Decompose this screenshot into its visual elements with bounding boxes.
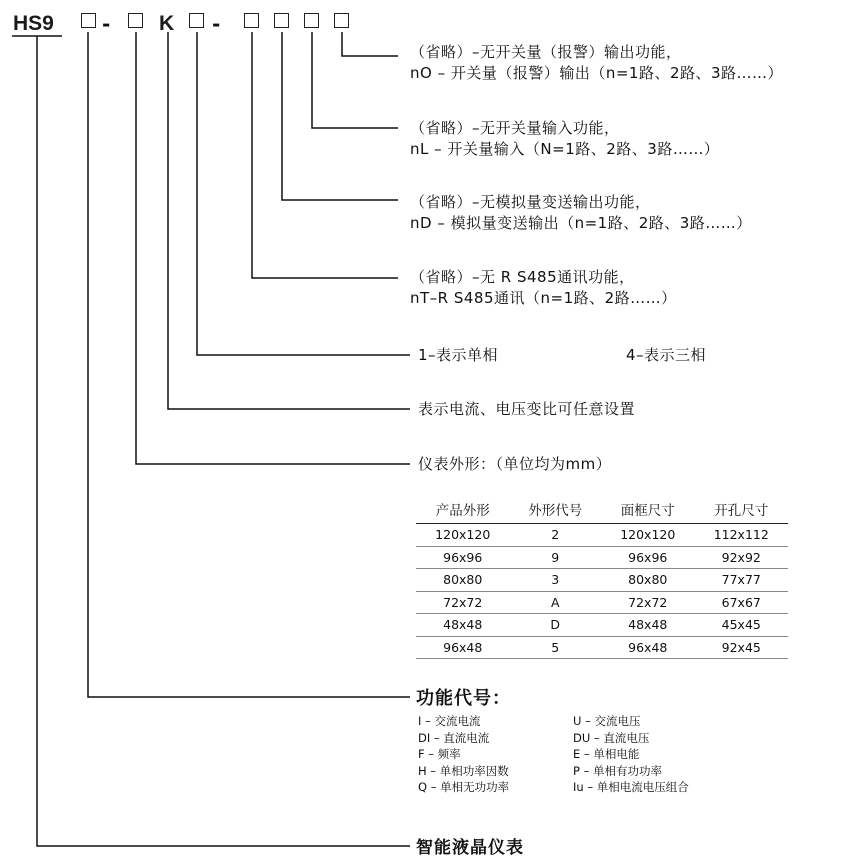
table-cell: 67x67 [695,591,789,614]
code-box-phase [189,13,204,28]
table-cell: 5 [509,636,601,659]
connector-analog [282,32,398,200]
table-row [416,636,788,659]
model-dash: - [212,12,221,36]
model-k: K [159,12,175,35]
connector-switch-input [312,32,398,128]
table-cell: 48x48 [601,614,694,637]
list-item: I – 交流电流 [418,714,481,728]
table-row [416,569,788,592]
option-line: nL – 开关量输入（N=1路、2路、3路……） [410,140,720,158]
table-header: 面框尺寸 [601,495,694,524]
table-cell: 96x96 [416,546,509,569]
code-box-switch-output [334,13,349,28]
model-dash: - [102,12,111,36]
table-cell: 120x120 [601,524,694,547]
list-item: DU – 直流电压 [573,730,650,745]
option-line: （省略）–无开关量（报警）输出功能， [410,43,682,61]
ratio-note: 表示电流、电压变比可任意设置 [418,400,636,418]
connector-shape [136,32,410,464]
function-list-left [418,713,509,796]
table-cell: 2 [509,524,601,547]
table-cell: D [509,614,601,637]
table-header: 产品外形 [416,495,509,524]
table-header: 开孔尺寸 [695,495,789,524]
table-cell: 45x45 [695,614,789,637]
option-analog-output [410,192,752,234]
table-cell: 80x80 [601,569,694,592]
code-box-shape [128,13,143,28]
list-item: DI – 直流电流 [418,730,490,745]
table-row [416,614,788,637]
option-rs485 [410,267,677,309]
option-line: （省略）–无模拟量变送输出功能， [410,193,651,211]
table-cell: 77x77 [695,569,789,592]
phase-three: 4–表示三相 [626,346,707,364]
table-cell: 9 [509,546,601,569]
table-cell: 96x48 [416,636,509,659]
connector-ratio [168,32,410,409]
table-cell: 96x96 [601,546,694,569]
connector-rs485 [252,32,398,278]
table-cell: 92x92 [695,546,789,569]
function-title: 功能代号： [416,688,511,709]
list-item: E – 单相电能 [573,747,640,761]
table-cell: 80x80 [416,569,509,592]
table-cell: 72x72 [601,591,694,614]
option-line: nO – 开关量（报警）输出（n=1路、2路、3路……） [410,64,784,82]
connector-phase [197,32,410,355]
table-cell: 3 [509,569,601,592]
option-line: nD – 模拟量变送输出（n=1路、2路、3路……） [410,214,752,232]
list-item: Iu – 单相电流电压组合 [573,780,689,794]
shape-title: 仪表外形：（单位均为mm） [418,455,612,473]
option-line: （省略）–无 R S485通讯功能， [410,268,635,286]
final-label: 智能液晶仪表 [416,838,524,858]
option-line: nT–R S485通讯（n=1路、2路……） [410,289,677,307]
list-item: U – 交流电压 [573,714,641,728]
list-item: Q – 单相无功功率 [418,780,510,794]
code-box-rs485 [244,13,259,28]
list-item: H – 单相功率因数 [418,763,509,778]
table-row [416,524,788,547]
option-switch-input [410,118,719,160]
table-cell: A [509,591,601,614]
table-cell: 96x48 [601,636,694,659]
list-item: P – 单相有功功率 [573,763,662,778]
connector-final [37,36,410,846]
option-switch-output [410,42,783,84]
phase-single: 1–表示单相 [418,346,499,364]
option-line: （省略）–无开关量输入功能， [410,119,620,137]
table-row [416,546,788,569]
table-header-row [416,495,788,524]
code-box-function [81,13,96,28]
table-header: 外形代号 [509,495,601,524]
function-list-right [573,713,689,796]
table-cell: 72x72 [416,591,509,614]
code-box-switch-input [304,13,319,28]
shape-table [416,495,788,659]
connector-switch-output [342,32,398,56]
table-cell: 48x48 [416,614,509,637]
table-cell: 120x120 [416,524,509,547]
table-cell: 92x45 [695,636,789,659]
list-item: F – 频率 [418,747,461,761]
model-prefix: HS9 [13,12,54,35]
table-row [416,591,788,614]
table-cell: 112x112 [695,524,789,547]
code-box-analog [274,13,289,28]
